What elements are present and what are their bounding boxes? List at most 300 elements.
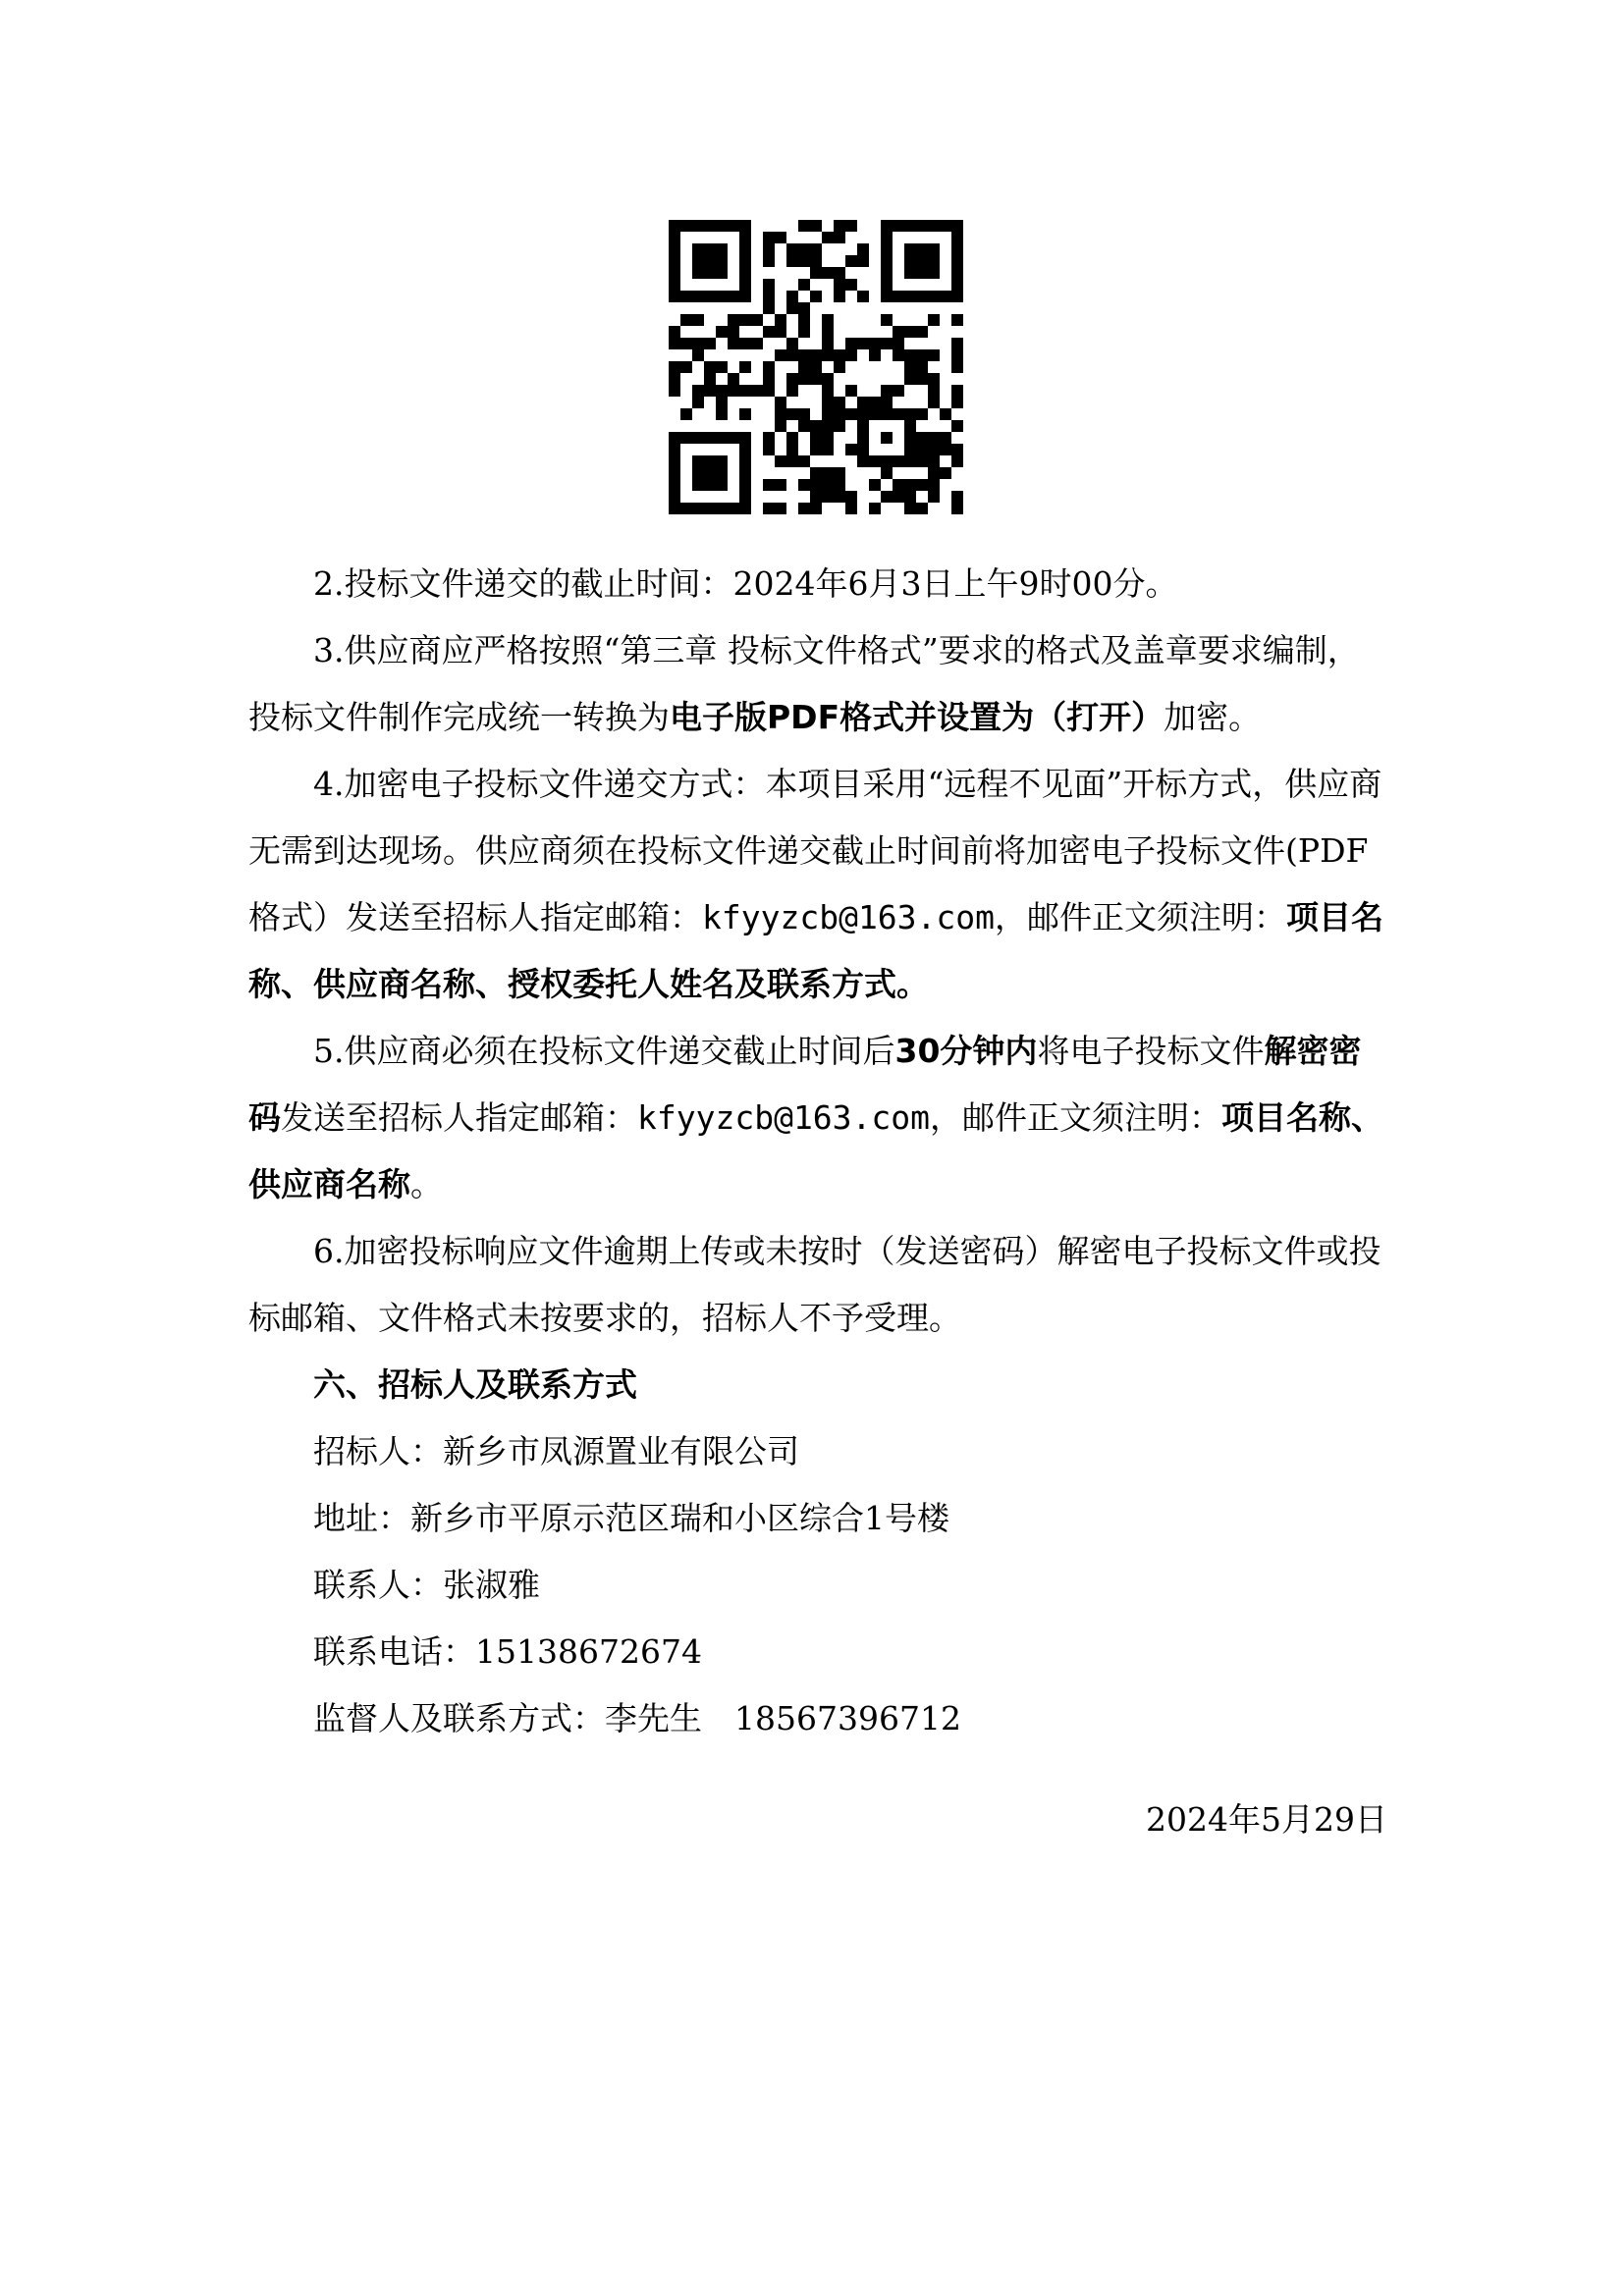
qr-module (786, 291, 798, 302)
qr-module (810, 479, 822, 491)
qr-module (716, 408, 728, 420)
qr-module (940, 220, 951, 232)
qr-module (893, 455, 904, 467)
qr-module (869, 408, 881, 420)
qr-module (916, 373, 928, 385)
qr-module (904, 408, 916, 420)
qr-module (786, 432, 798, 444)
qr-module (810, 491, 822, 503)
qr-module (704, 467, 716, 479)
qr-module (881, 279, 893, 291)
qr-module (775, 479, 786, 491)
qr-module (798, 408, 810, 420)
qr-module (881, 491, 893, 503)
qr-module (881, 408, 893, 420)
paragraph-deadline (248, 551, 1387, 617)
format-text-end: 加密。 (1164, 698, 1262, 736)
qr-module (775, 397, 786, 408)
qr-module (716, 361, 728, 373)
qr-module (904, 291, 916, 302)
qr-module (775, 314, 786, 326)
qr-module (928, 314, 940, 326)
qr-module (881, 220, 893, 232)
qr-module (822, 349, 834, 361)
qr-module (704, 267, 716, 279)
qr-module (798, 503, 810, 514)
qr-module (704, 243, 716, 255)
qr-module (775, 420, 786, 432)
qr-module (798, 279, 810, 291)
qr-module (834, 267, 845, 279)
qr-module (692, 432, 704, 444)
qr-module (857, 397, 869, 408)
qr-module (869, 338, 881, 349)
qr-module (810, 267, 822, 279)
qr-module (857, 291, 869, 302)
qr-module (775, 503, 786, 514)
qr-module (798, 479, 810, 491)
qr-module (716, 397, 728, 408)
qr-module (904, 267, 916, 279)
qr-module (916, 444, 928, 455)
qr-module (786, 349, 798, 361)
qr-module (951, 338, 963, 349)
qr-module (928, 220, 940, 232)
qr-module (716, 432, 728, 444)
qr-module (669, 479, 680, 491)
qr-module (716, 467, 728, 479)
qr-module (904, 349, 916, 361)
qr-module (822, 326, 834, 338)
contact-supervisor: 监督人及联系方式：李先生 18567396712 (313, 1699, 961, 1737)
qr-module (728, 373, 739, 385)
qr-module (834, 291, 845, 302)
qr-module (763, 444, 775, 455)
qr-module (751, 338, 763, 349)
qr-module (692, 503, 704, 514)
qr-module (716, 326, 728, 338)
format-text: 3.供应商应严格按照“第三章 投标文件格式”要求的格式及盖章要求编制，投标文件制作完成统一转换为 (248, 631, 1360, 736)
contact-address: 地址：新乡市平原示范区瑞和小区综合1号楼 (313, 1499, 949, 1537)
qr-module (869, 503, 881, 514)
qr-module (716, 243, 728, 255)
paragraph-submission (248, 751, 1387, 1018)
qr-module (798, 373, 810, 385)
qr-module (810, 467, 822, 479)
qr-module (916, 408, 928, 420)
qr-module (940, 444, 951, 455)
qr-module (928, 291, 940, 302)
qr-module (739, 479, 751, 491)
qr-module (822, 467, 834, 479)
qr-module (881, 243, 893, 255)
qr-module (739, 291, 751, 302)
qr-module (951, 420, 963, 432)
qr-module (951, 232, 963, 243)
qr-module (940, 467, 951, 479)
qr-module (845, 385, 857, 397)
qr-module (786, 444, 798, 455)
qr-module (763, 232, 775, 243)
password-text-4: ，邮件正文须注明： (930, 1098, 1222, 1137)
qr-module (692, 243, 704, 255)
qr-module (893, 291, 904, 302)
qr-module (881, 397, 893, 408)
qr-module (669, 373, 680, 385)
qr-module (916, 220, 928, 232)
qr-module (739, 314, 751, 326)
qr-module (810, 291, 822, 302)
submission-email: kfyyzcb@163.com (702, 898, 996, 936)
qr-module (904, 503, 916, 514)
qr-module (669, 467, 680, 479)
qr-module (822, 479, 834, 491)
qr-module (904, 373, 916, 385)
qr-module (786, 385, 798, 397)
qr-module (822, 420, 834, 432)
qr-module (834, 220, 845, 232)
qr-module (916, 243, 928, 255)
qr-module (857, 444, 869, 455)
qr-module (869, 349, 881, 361)
qr-module (904, 220, 916, 232)
qr-module (916, 503, 928, 514)
qr-module (728, 503, 739, 514)
qr-module (669, 220, 680, 232)
qr-module (728, 291, 739, 302)
qr-module (810, 444, 822, 455)
qr-module (810, 373, 822, 385)
qr-module (751, 385, 763, 397)
qr-module (951, 291, 963, 302)
qr-module (739, 338, 751, 349)
qr-module (822, 232, 834, 243)
qr-module (904, 444, 916, 455)
qr-module (739, 243, 751, 255)
qr-module (869, 455, 881, 467)
qr-module (881, 291, 893, 302)
qr-module (904, 361, 916, 373)
qr-module (834, 491, 845, 503)
qr-module (916, 291, 928, 302)
qr-module (951, 385, 963, 397)
qr-module (680, 408, 692, 420)
submission-bold: 项目名称、供应商名称、授权委托人姓名及联系方式。 (248, 898, 1384, 1003)
qr-module (928, 432, 940, 444)
qr-module (881, 314, 893, 326)
qr-module (881, 455, 893, 467)
qr-module (904, 432, 916, 444)
qr-module (739, 467, 751, 479)
qr-module (775, 349, 786, 361)
qr-module (904, 243, 916, 255)
password-email: kfyyzcb@163.com (637, 1098, 931, 1137)
qr-module (739, 455, 751, 467)
qr-module (916, 361, 928, 373)
qr-module (951, 314, 963, 326)
qr-module (951, 455, 963, 467)
qr-module (798, 326, 810, 338)
qr-module (669, 338, 680, 349)
qr-module (881, 467, 893, 479)
qr-module (763, 373, 775, 385)
qr-module (845, 279, 857, 291)
qr-module (857, 455, 869, 467)
qr-module (716, 291, 728, 302)
qr-module (716, 503, 728, 514)
qr-module (904, 455, 916, 467)
qr-module (680, 503, 692, 514)
qr-module (716, 479, 728, 491)
qr-module (704, 432, 716, 444)
qr-module (739, 385, 751, 397)
qr-module (786, 455, 798, 467)
qr-module (704, 255, 716, 267)
qr-module (893, 326, 904, 338)
qr-module (951, 220, 963, 232)
qr-module (904, 326, 916, 338)
contact-person: 联系人：张淑雅 (313, 1566, 540, 1604)
qr-module (951, 243, 963, 255)
qr-module (845, 491, 857, 503)
qr-module (893, 338, 904, 349)
qr-module (928, 491, 940, 503)
qr-module (845, 444, 857, 455)
qr-module (669, 291, 680, 302)
qr-module (904, 491, 916, 503)
qr-module (928, 479, 940, 491)
qr-module (692, 267, 704, 279)
qr-module (845, 349, 857, 361)
qr-module (916, 255, 928, 267)
qr-module (739, 361, 751, 373)
qr-module (775, 408, 786, 420)
qr-module (810, 349, 822, 361)
password-text: 5.供应商必须在投标文件递交截止时间后 (313, 1032, 895, 1070)
document-body (248, 551, 1387, 1752)
qr-module (728, 220, 739, 232)
qr-module (928, 397, 940, 408)
qr-module (775, 232, 786, 243)
qr-module (904, 479, 916, 491)
qr-module (763, 243, 775, 255)
qr-module (834, 420, 845, 432)
qr-module (845, 503, 857, 514)
qr-module (739, 503, 751, 514)
qr-module (857, 408, 869, 420)
qr-module (881, 385, 893, 397)
qr-module (810, 220, 822, 232)
qr-module (940, 291, 951, 302)
qr-module (951, 397, 963, 408)
qr-module (692, 467, 704, 479)
qr-module (810, 255, 822, 267)
deadline-text: 2.投标文件递交的截止时间：2024年6月3日上午9时00分。 (313, 564, 1178, 603)
qr-module (893, 349, 904, 361)
qr-module (763, 255, 775, 267)
qr-module (669, 361, 680, 373)
qr-module (928, 267, 940, 279)
qr-module (786, 255, 798, 267)
qr-module (669, 267, 680, 279)
qr-module (916, 455, 928, 467)
qr-module (928, 444, 940, 455)
password-text-2: 将电子投标文件 (1037, 1032, 1265, 1070)
qr-module (786, 408, 798, 420)
qr-module (763, 479, 775, 491)
qr-module (834, 408, 845, 420)
qr-module (940, 408, 951, 420)
qr-module (951, 503, 963, 514)
qr-module (822, 408, 834, 420)
submission-text-2: ，邮件正文须注明： (995, 898, 1287, 936)
qr-module (822, 432, 834, 444)
qr-module (669, 279, 680, 291)
password-bold-time: 30分钟内 (894, 1032, 1038, 1070)
qr-module (692, 479, 704, 491)
qr-module (822, 491, 834, 503)
qr-module (739, 432, 751, 444)
qr-module (928, 243, 940, 255)
password-text-3: 发送至招标人指定邮箱： (281, 1098, 637, 1137)
qr-module (834, 232, 845, 243)
qr-module (810, 361, 822, 373)
qr-module (786, 338, 798, 349)
qr-module (669, 385, 680, 397)
qr-module (704, 503, 716, 514)
qr-module (728, 314, 739, 326)
qr-module (798, 243, 810, 255)
qr-module (763, 326, 775, 338)
qr-module (916, 349, 928, 361)
qr-module (810, 432, 822, 444)
qr-module (916, 326, 928, 338)
qr-module (728, 432, 739, 444)
qr-module (857, 338, 869, 349)
qr-module (798, 255, 810, 267)
qr-module (834, 349, 845, 361)
password-bold-key: 解密密码 (248, 1032, 1362, 1137)
qr-module (869, 397, 881, 408)
qr-module (692, 397, 704, 408)
qr-module (763, 302, 775, 314)
qr-module (834, 397, 845, 408)
qr-module (716, 220, 728, 232)
qr-module (834, 467, 845, 479)
qr-module (692, 349, 704, 361)
qr-module (881, 338, 893, 349)
qr-module (763, 385, 775, 397)
qr-module (692, 255, 704, 267)
qr-module (786, 302, 798, 314)
qr-module (798, 420, 810, 432)
qr-module (893, 491, 904, 503)
qr-module (822, 267, 834, 279)
format-bold: 电子版PDF格式并设置为（打开） (670, 698, 1164, 736)
qr-module (692, 385, 704, 397)
qr-module (881, 432, 893, 444)
qr-module (857, 420, 869, 432)
qr-module (798, 349, 810, 361)
qr-module (692, 338, 704, 349)
qr-module (716, 385, 728, 397)
qr-module (928, 467, 940, 479)
qr-module (893, 385, 904, 397)
qr-module (692, 220, 704, 232)
rejection-text: 6.加密投标响应文件逾期上传或未按时（发送密码）解密电子投标文件或投标邮箱、文件格式未按要求的，招标人不予受理。 (248, 1232, 1381, 1337)
qr-module (763, 432, 775, 444)
qr-module (834, 279, 845, 291)
qr-module (739, 220, 751, 232)
qr-module (669, 243, 680, 255)
qr-module (951, 267, 963, 279)
qr-module (928, 349, 940, 361)
qr-module (739, 232, 751, 243)
qr-module (763, 361, 775, 373)
qr-module (669, 326, 680, 338)
qr-module (728, 338, 739, 349)
qr-module (810, 503, 822, 514)
qr-module (751, 314, 763, 326)
qr-module (928, 385, 940, 397)
qr-module (822, 338, 834, 349)
qr-module (798, 455, 810, 467)
qr-module (916, 267, 928, 279)
qr-module (822, 397, 834, 408)
qr-module (798, 361, 810, 373)
qr-module (951, 255, 963, 267)
paragraph-format (248, 617, 1387, 751)
qr-module (704, 338, 716, 349)
qr-module (763, 279, 775, 291)
qr-module (704, 361, 716, 373)
document-date: 2024年5月29日 (1146, 1800, 1387, 1839)
qr-module (786, 373, 798, 385)
qr-module (881, 255, 893, 267)
qr-module (810, 243, 822, 255)
qr-module (822, 444, 834, 455)
qr-module (951, 279, 963, 291)
qr-module (786, 243, 798, 255)
paragraph-password (248, 1018, 1387, 1218)
qr-module (893, 220, 904, 232)
qr-module (798, 302, 810, 314)
qr-module (669, 232, 680, 243)
qr-module (704, 220, 716, 232)
qr-module (739, 491, 751, 503)
qr-module (704, 291, 716, 302)
paragraph-rejection (248, 1218, 1387, 1352)
qr-module (845, 338, 857, 349)
qr-module (845, 408, 857, 420)
qr-module (680, 432, 692, 444)
qr-module (763, 291, 775, 302)
qr-module (680, 220, 692, 232)
qr-code-graphic (669, 220, 963, 514)
qr-module (951, 361, 963, 373)
submission-text: 4.加密电子投标文件递交方式：本项目采用“远程不见面”开标方式，供应商无需到达现场。供应商须在投标文件递交截止时间前将加密电子投标文件(PDF格式）发送至招标人指定邮箱： (248, 765, 1382, 936)
qr-module (798, 314, 810, 326)
qr-module (904, 420, 916, 432)
contact-tenderer: 招标人：新乡市凤源置业有限公司 (313, 1432, 799, 1470)
qr-module (916, 479, 928, 491)
qr-module (822, 314, 834, 326)
qr-module (928, 255, 940, 267)
qr-module (834, 361, 845, 373)
qr-module (704, 385, 716, 397)
qr-module (951, 491, 963, 503)
qr-module (822, 373, 834, 385)
